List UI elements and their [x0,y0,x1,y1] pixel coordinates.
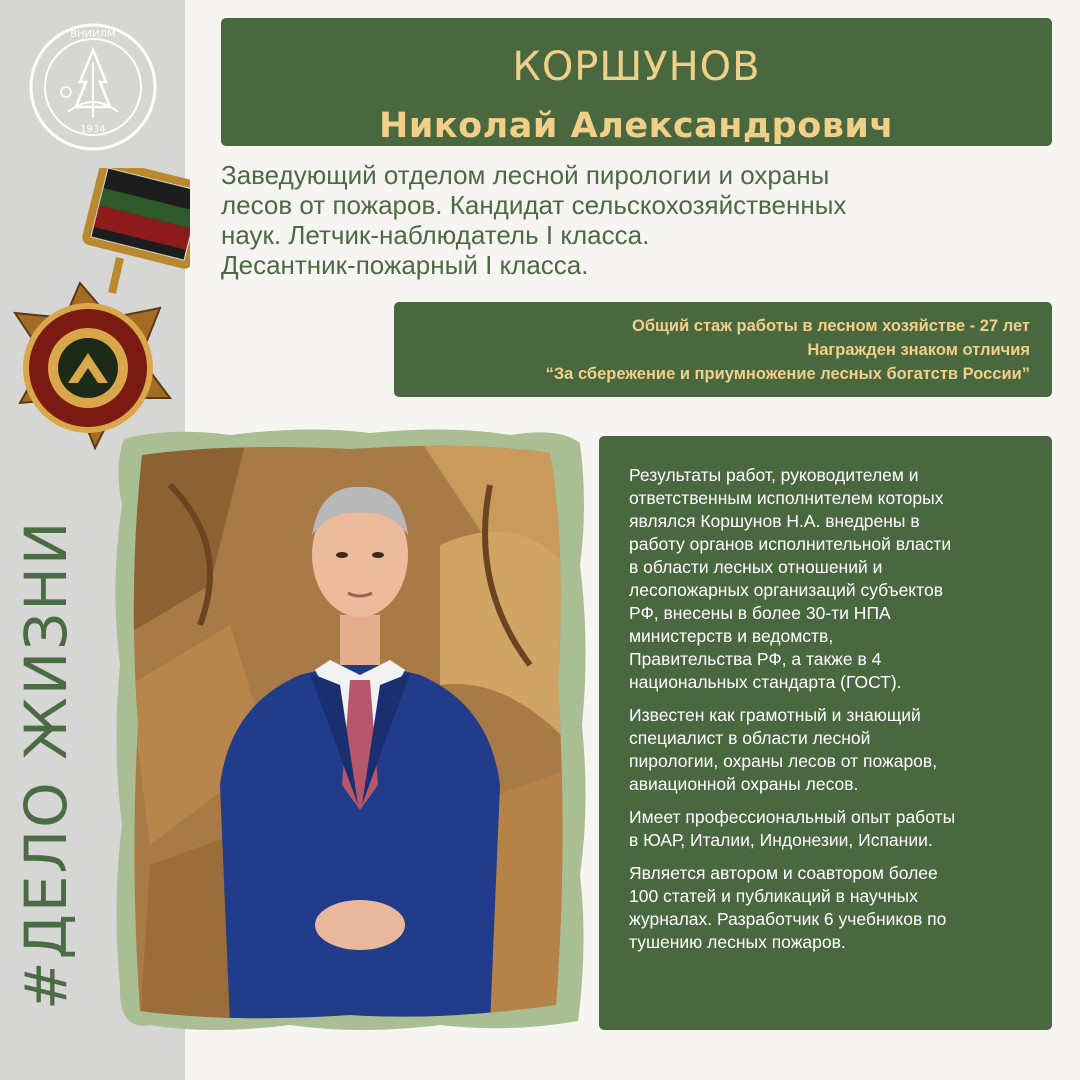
bio-line: специалист в области лесной [629,728,871,748]
bio-paragraph [629,704,1032,796]
biography-panel [599,436,1052,1030]
award-box [394,302,1052,397]
award-line: Награжден знаком отличия [807,341,1030,359]
position-line: наук. Летчик-наблюдатель I класса. [221,220,650,250]
award-line: “За сбережение и приумножение лесных богатств России” [545,365,1030,383]
name-header [221,18,1052,146]
bio-line: тушению лесных пожаров. [629,932,846,952]
position-description [221,160,981,280]
bio-line: ответственным исполнителем которых [629,488,944,508]
bio-line: в области лесных отношений и [629,557,883,577]
bio-paragraph [629,806,1032,852]
position-line: Десантник-пожарный I класса. [221,250,589,280]
given-names: Николай Александрович [379,106,894,146]
bio-line: РФ, внесены в более 30-ти НПА [629,603,891,623]
surname: КОРШУНОВ [512,44,761,90]
bio-line: 100 статей и публикаций в научных [629,886,918,906]
bio-line: Известен как грамотный и знающий [629,705,921,725]
bio-line: авиационной охраны лесов. [629,774,859,794]
bio-line: Правительства РФ, а также в 4 [629,649,882,669]
award-line: Общий стаж работы в лесном хозяйстве - 27 лет [631,317,1030,335]
bio-line: национальных стандарта (ГОСТ). [629,672,902,692]
bio-line: работу органов исполнительной власти [629,534,952,554]
bio-line: являлся Коршунов Н.А. внедрены в [629,511,920,531]
bio-line: Результаты работ, руководителем и [629,465,919,485]
bio-paragraph [629,464,1032,694]
bio-line: пирологии, охраны лесов от пожаров, [629,751,938,771]
bio-line: в ЮАР, Италии, Индонезии, Испании. [629,830,933,850]
bio-paragraph [629,862,1032,954]
bio-line: лесопожарных организаций субъектов [629,580,944,600]
logo-top-text: ВНИИЛМ [70,29,116,40]
position-line: Заведующий отделом лесной пирологии и охраны [221,160,830,190]
bio-line: Имеет профессиональный опыт работы [629,807,956,827]
bio-line: министерств и ведомств, [629,626,834,646]
portrait-photo [110,425,590,1035]
hashtag-label: #ДЕЛО ЖИЗНИ [12,519,80,1010]
bio-line: Является автором и соавтором более [629,863,938,883]
logo-year: 1934 [80,124,106,135]
position-line: лесов от пожаров. Кандидат сельскохозяйственных [221,190,847,220]
institute-emblem-icon [28,22,158,152]
bio-line: журналах. Разработчик 6 учебников по [629,909,947,929]
